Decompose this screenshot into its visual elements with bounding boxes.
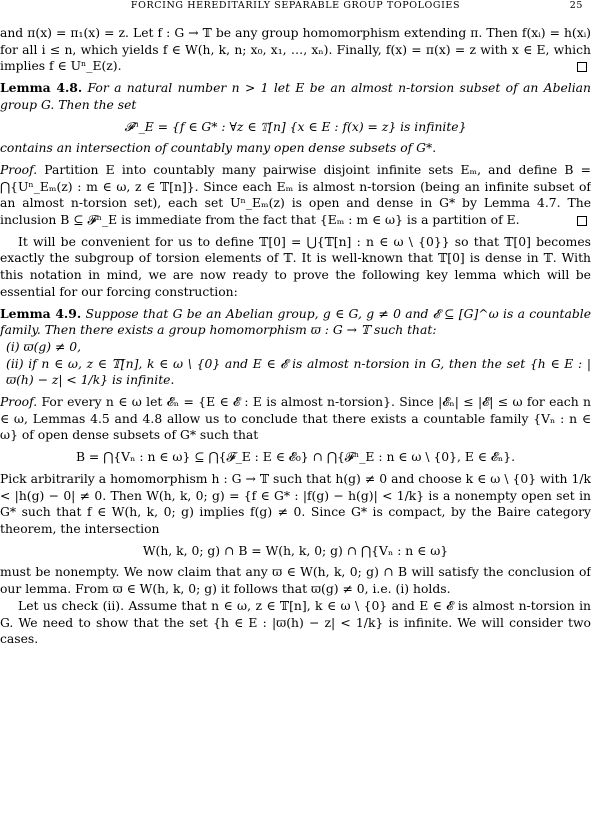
paragraph-proof-end: and π(x) = π₁(x) = z. Let f : G → 𝕋 be any group homomorphism extending π. Then f(xᵢ) = h(xᵢ) for all i ≤ n, which yields f ∈ W(h, k, n; x₀, x₁, …, xₙ). Finally, f(x) = π(x) = z with x ∈ E, which implies f ∈ Uⁿ_E(z). [0, 26, 591, 74]
lemma-4-9-heading: Lemma 4.9. [0, 305, 82, 321]
lemma-4-9-item-i: (i) ϖ(g) ≠ 0, [6, 339, 82, 354]
lemma-4-9-statement: Suppose that G be an Abelian group, g ∈ G, g ≠ 0 and 𝓔 ⊆ [G]^ω is a countable family. Then there exists a group homomorphism ϖ : G → 𝕋 such that: [0, 306, 591, 338]
qed-square [577, 216, 587, 226]
lemma-4-9 [0, 306, 591, 339]
lemma-4-8-display-formula: 𝓕ⁿ_E = {f ∈ G* : ∀z ∈ 𝕋[n] {x ∈ E : f(x) = z} is infinite} [124, 119, 467, 134]
proof-display-formula-intersection: W(h, k, 0; g) ∩ B = W(h, k, 0; g) ∩ ⋂{Vₙ : n ∈ ω} [142, 543, 449, 558]
proof-lemma-4-8 [0, 162, 591, 229]
paragraph-torsion-definition: It will be convenient for us to define 𝕋[0] = ⋃{𝕋[n] : n ∈ ω \ {0}} so that 𝕋[0] becomes exactly the subgroup of torsion elements of 𝕋. It is well-known that 𝕋[0] is dense in 𝕋. With this notation in mind, we are now ready to prove the following key lemma which will be essential for our forcing construction: [0, 234, 591, 299]
lemma-4-8 [0, 80, 591, 113]
proof-heading: Proof. [0, 162, 38, 177]
proof-text: For every n ∈ ω let 𝓔ₙ = {E ∈ 𝓔 : E is almost n-torsion}. Since |𝓔ₙ| ≤ |𝓔| ≤ ω for each n ∈ ω, Lemmas 4.5 and 4.8 allow us to conclude that there exists a countable family {Vₙ : n ∈ ω} of open dense subsets of G* such that [0, 395, 591, 443]
page-number: 25 [569, 0, 583, 11]
running-header [0, 0, 591, 14]
lemma-4-8-heading: Lemma 4.8. [0, 80, 83, 96]
running-title: FORCING HEREDITARILY SEPARABLE GROUP TOPOLOGIES [130, 0, 461, 11]
proof-lemma-4-9 [0, 394, 591, 444]
lemma-4-8-statement: For a natural number n > 1 let E be an almost n-torsion subset of an Abelian group G. Then the set [0, 81, 591, 112]
qed-square [577, 62, 587, 72]
proof-heading: Proof. [0, 395, 38, 410]
paragraph-pick-homomorphism: Pick arbitrarily a homomorphism h : G → 𝕋 such that h(g) ≠ 0 and choose k ∈ ω \ {0} with 1/k < |h(g) − 0| ≠ 0. Then W(h, k, 0; g) = {f ∈ G* : |f(g) − h(g)| < 1/k} is a nonempty open set in G* such that f ∈ W(h, k, 0; g) implies f(g) ≠ 0. Since G* is compact, by the Baire category theorem, the intersection [0, 471, 591, 536]
proof-text: Partition E into countably many pairwise disjoint infinite sets Eₘ, and define B = ⋂{Uⁿ_Eₘ(z) : m ∈ ω, z ∈ 𝕋[n]}. Since each Eₘ is almost n-torsion (being an infinite subset of an almost n-torsion set), each set Uⁿ_Eₘ(z) is open and dense in G* by Lemma 4.7. The inclusion B ⊆ 𝓕ⁿ_E is immediate from the fact that {Eₘ : m ∈ ω} is a partition of E. [0, 162, 591, 228]
paragraph-claim: must be nonempty. We now claim that any ϖ ∈ W(h, k, 0; g) ∩ B will satisfy the conclusion of our lemma. From ϖ ∈ W(h, k, 0; g) it follows that ϖ(g) ≠ 0, i.e. (i) holds. [0, 565, 591, 597]
lemma-4-9-item-ii: (ii) if n ∈ ω, z ∈ 𝕋[n], k ∈ ω \ {0} and E ∈ 𝓔 is almost n-torsion in G, then the set {h ∈ E : |ϖ(h) − z| < 1/k} is infinite. [6, 356, 591, 388]
page-body [0, 25, 591, 648]
proof-display-formula-b: B = ⋂{Vₙ : n ∈ ω} ⊆ ⋂{𝓕_E : E ∈ 𝓔₀} ∩ ⋂{𝓕ⁿ_E : n ∈ ω \ {0}, E ∈ 𝓔ₙ}. [75, 450, 516, 465]
paragraph-check-ii: Let us check (ii). Assume that n ∈ ω, z ∈ 𝕋[n], k ∈ ω \ {0} and E ∈ 𝓔 is almost n-torsion in G. We need to show that the set {h ∈ E : |ϖ(h) − z| < 1/k} is infinite. We will consider two cases. [0, 598, 591, 647]
lemma-4-8-conclusion: contains an intersection of countably many open dense subsets of G*. [0, 141, 437, 156]
